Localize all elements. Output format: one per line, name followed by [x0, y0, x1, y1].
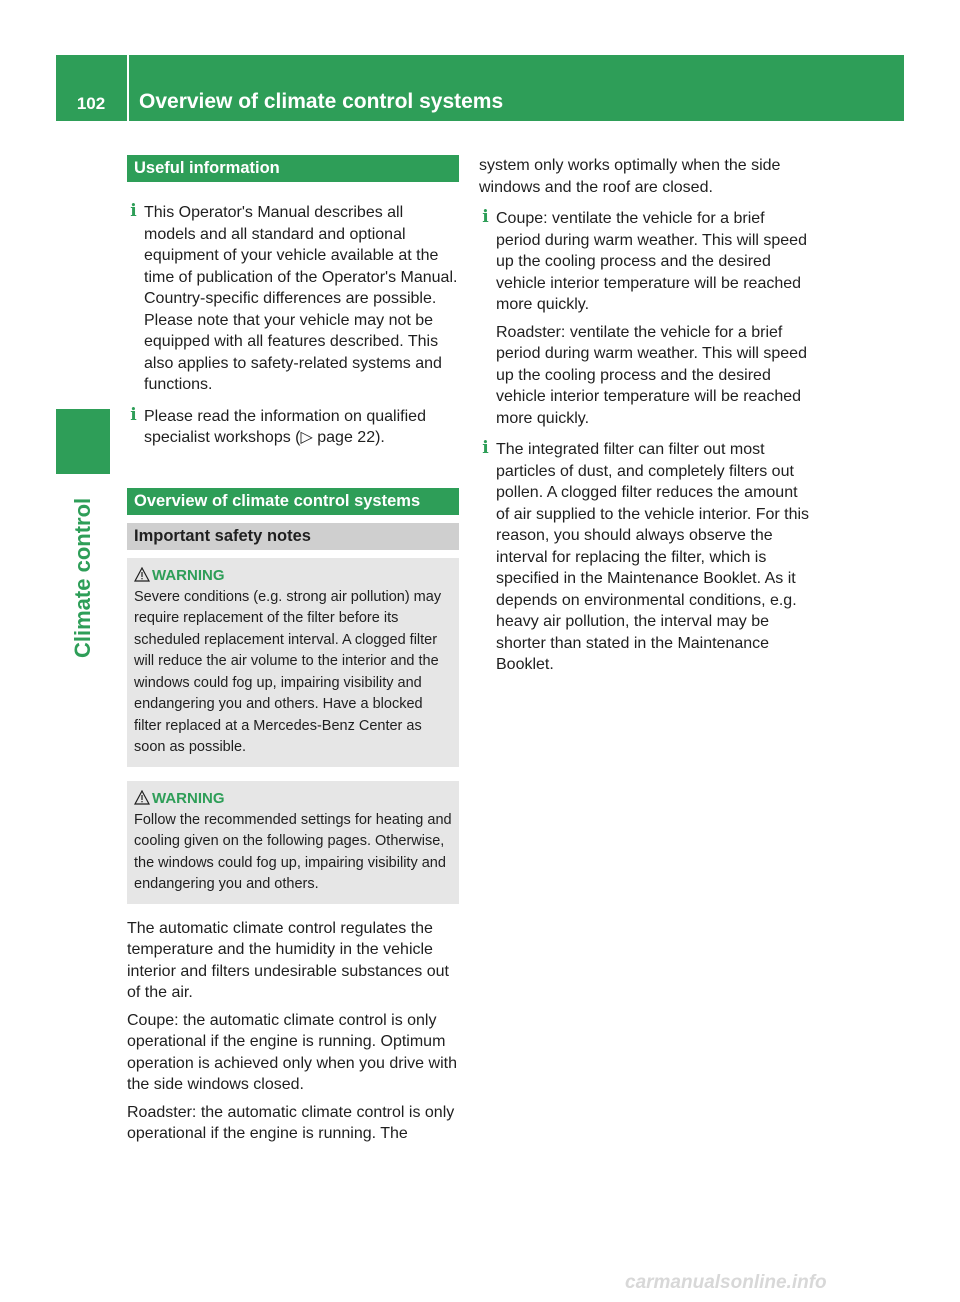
info-icon: i	[482, 207, 489, 227]
side-tab-label: Climate control	[70, 497, 95, 658]
side-tab-marker	[56, 409, 110, 474]
left-column	[127, 155, 459, 1145]
warning-label: WARNING	[152, 789, 225, 807]
info-text	[144, 406, 459, 449]
info-icon: i	[482, 438, 489, 458]
info-text-part: Please read the information on qualified specialist workshops (	[144, 407, 426, 446]
page-reference-link[interactable]: ▷ page 22	[300, 429, 376, 446]
info-note	[479, 208, 811, 429]
info-text-part: ).	[375, 429, 385, 446]
info-text: The integrated filter can filter out most particles of dust, and completely filters out pollen. A clogged filter reduces the amount of air supplied to the vehicle interior. For this reason, you should always observe the interval for replacing the filter, which is specified in the Maintenance Booklet. As it depends on environmental conditions, e.g. heavy air pollution, the interval may be shorter than stated in the Maintenance Booklet.	[496, 441, 810, 673]
warning-label: WARNING	[152, 566, 225, 584]
warning-box	[127, 558, 459, 767]
right-column	[479, 155, 811, 676]
paragraph: Roadster: the automatic climate control is only operational if the engine is running. The	[127, 1103, 455, 1142]
overview-heading: Overview of climate control systems	[127, 488, 459, 515]
useful-information-heading: Useful information	[127, 155, 459, 182]
warning-triangle-icon	[134, 567, 150, 582]
page-title: Overview of climate control systems	[139, 90, 504, 113]
paragraph: system only works optimally when the side windows and the roof are closed.	[479, 157, 781, 196]
info-text: Roadster: ventilate the vehicle for a brief period during warm weather. This will speed up the cooling process and the desired vehicle interior temperature will be reached more quickly.	[496, 323, 807, 427]
watermark: carmanualsonline.info	[625, 1272, 827, 1293]
paragraph: Coupe: the automatic climate control is only operational if the engine is running. Optimum operation is achieved only when you drive with the side windows closed.	[127, 1011, 457, 1093]
warning-title	[134, 565, 452, 587]
warning-text: Severe conditions (e.g. strong air pollution) may require replacement of the filter before its scheduled replacement interval. A clogged filter will reduce the air volume to the interior and the windows could fog up, impairing visibility and endangering you and others. Have a blocked filter replaced at a Mercedes-Benz Center as soon as possible.	[134, 588, 442, 755]
warning-triangle-icon	[134, 790, 150, 805]
info-note	[479, 439, 811, 676]
page-number: 102	[76, 94, 106, 113]
info-text: This Operator's Manual describes all models and all standard and optional equipment of your vehicle available at the time of publication of the Operator's Manual. Country-specific differences are possible. Please note that your vehicle may not be equipped with all features described. This also applies to safety-related systems and functions.	[144, 204, 458, 393]
info-note	[127, 202, 459, 396]
warning-title	[134, 788, 452, 810]
header-divider	[127, 55, 129, 121]
warning-box	[127, 781, 459, 904]
safety-notes-heading: Important safety notes	[127, 523, 459, 550]
info-note	[127, 406, 459, 449]
warning-text: Follow the recommended settings for heating and cooling given on the following pages. Otherwise, the windows could fog up, impairing visibility and endangering you and others.	[134, 811, 452, 892]
paragraph: The automatic climate control regulates the temperature and the humidity in the vehicle interior and filters undesirable substances out of the air.	[127, 919, 449, 1001]
info-icon: i	[130, 201, 137, 221]
body-text	[127, 918, 459, 1145]
info-text: Coupe: ventilate the vehicle for a brief period during warm weather. This will speed up the cooling process and the desired vehicle interior temperature will be reached more quickly.	[496, 210, 807, 313]
info-icon: i	[130, 404, 137, 425]
